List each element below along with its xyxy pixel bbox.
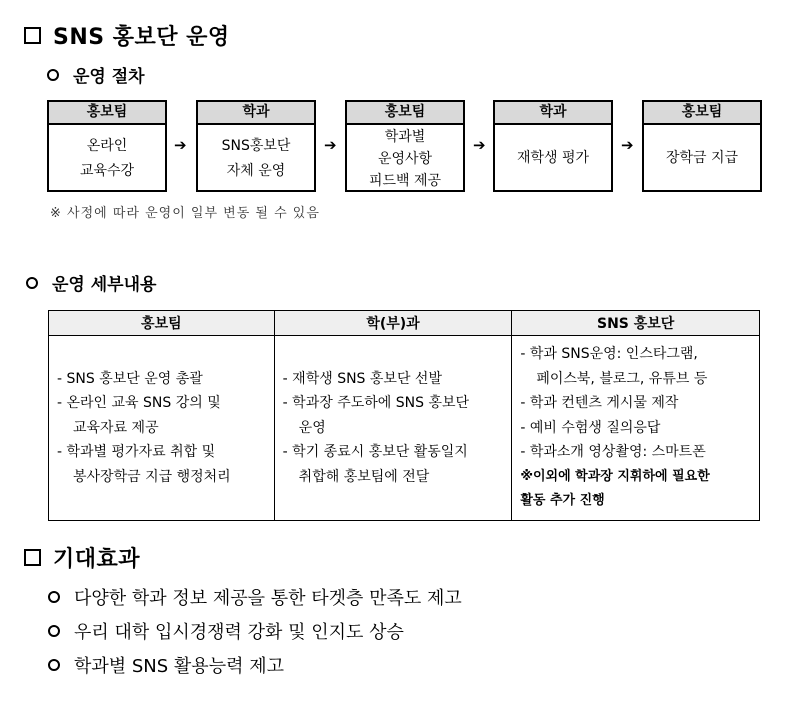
- procedure-note: ※ 사정에 따라 운영이 일부 변동 될 수 있음: [50, 206, 320, 221]
- list-item: - 온라인 교육 SNS 강의 및: [57, 395, 221, 411]
- checkbox-square-icon: [24, 27, 41, 44]
- list-item-continued: 교육자료 제공: [73, 419, 159, 436]
- flow-step-line: 온라인: [86, 137, 128, 154]
- column-header: 홍보팀: [49, 311, 275, 336]
- flow-step-line: 장학금 지급: [665, 150, 739, 166]
- flow-step-owner: 학과: [198, 102, 314, 125]
- cell-department: [274, 336, 512, 521]
- table-row: [49, 336, 760, 521]
- list-item: - 학과 컨텐츠 게시물 제작: [520, 395, 679, 411]
- effect-text: 다양한 학과 정보 제공을 통한 타겟층 만족도 제고: [74, 588, 462, 609]
- flow-step-line: 교육수강: [79, 162, 135, 179]
- list-item: - SNS 홍보단 운영 총괄: [57, 370, 203, 387]
- section-title: SNS 홍보단 운영: [53, 25, 230, 50]
- flow-step-1: [47, 100, 167, 192]
- cell-pr-team: [49, 336, 275, 521]
- checkbox-square-icon: [24, 549, 41, 566]
- details-table: [48, 310, 760, 521]
- list-item: - 학과소개 영상촬영: 스마트폰: [520, 444, 706, 460]
- list-item: - 학과별 평가자료 취합 및: [57, 444, 216, 460]
- flow-step-line: 자체 운영: [226, 162, 286, 179]
- list-item-continued: 봉사장학금 지급 행정처리: [73, 468, 231, 485]
- flow-step-owner: 홍보팀: [347, 102, 463, 125]
- flow-step-2: [196, 100, 316, 192]
- list-item: - 예비 수험생 질의응답: [520, 419, 661, 436]
- circle-bullet-icon: [26, 277, 38, 289]
- flow-step-line: SNS홍보단: [221, 137, 291, 154]
- effect-item: [48, 614, 462, 648]
- list-item-continued: 취합해 홍보팀에 전달: [298, 468, 430, 485]
- flow-step-line: 학과별: [384, 128, 426, 145]
- list-item-continued: 페이스북, 블로그, 유튜브 등: [536, 370, 708, 387]
- flow-step-owner: 홍보팀: [49, 102, 165, 125]
- list-item: - 학기 종료시 홍보단 활동일지: [282, 444, 468, 460]
- section-title: 기대효과: [53, 547, 141, 572]
- circle-bullet-icon: [47, 69, 59, 81]
- table-header-row: [49, 311, 760, 336]
- effect-item: [48, 648, 462, 682]
- column-header: 학(부)과: [274, 311, 512, 336]
- section-effects-header: [24, 542, 140, 573]
- arrow-right-icon: ➔: [473, 136, 486, 154]
- details-heading: [26, 270, 156, 295]
- effect-item: [48, 580, 462, 614]
- extra-note: ※이외에 학과장 지휘하에 필요한: [520, 468, 710, 484]
- circle-bullet-icon: [48, 591, 60, 603]
- effect-text: 우리 대학 입시경쟁력 강화 및 인지도 상승: [74, 622, 404, 643]
- column-header: SNS 홍보단: [512, 311, 760, 336]
- extra-note: 활동 추가 진행: [520, 493, 605, 508]
- procedure-heading: [47, 62, 145, 87]
- flow-step-owner: 학과: [495, 102, 611, 125]
- flow-step-owner: 홍보팀: [644, 102, 760, 125]
- effects-list: [48, 580, 462, 682]
- arrow-right-icon: ➔: [324, 136, 337, 154]
- procedure-title: 운영 절차: [73, 67, 145, 87]
- cell-sns-team: [512, 336, 760, 521]
- details-title: 운영 세부내용: [52, 275, 157, 295]
- flow-step-3: [345, 100, 465, 192]
- list-item: - 학과 SNS운영: 인스타그램,: [520, 346, 698, 362]
- list-item: - 학과장 주도하에 SNS 홍보단: [282, 395, 470, 411]
- circle-bullet-icon: [48, 625, 60, 637]
- flow-step-5: [642, 100, 762, 192]
- list-item: - 재학생 SNS 홍보단 선발: [282, 370, 442, 387]
- flow-step-line: 재학생 평가: [516, 150, 590, 166]
- flow-step-line: 피드백 제공: [368, 172, 442, 189]
- list-item-continued: 운영: [298, 419, 326, 436]
- section-sns-header: [24, 20, 230, 51]
- flow-step-line: 운영사항: [377, 150, 433, 167]
- arrow-right-icon: ➔: [621, 136, 634, 154]
- circle-bullet-icon: [48, 659, 60, 671]
- effect-text: 학과별 SNS 활용능력 제고: [74, 656, 284, 677]
- arrow-right-icon: ➔: [174, 136, 187, 154]
- procedure-flow: [47, 100, 763, 192]
- flow-step-4: [493, 100, 613, 192]
